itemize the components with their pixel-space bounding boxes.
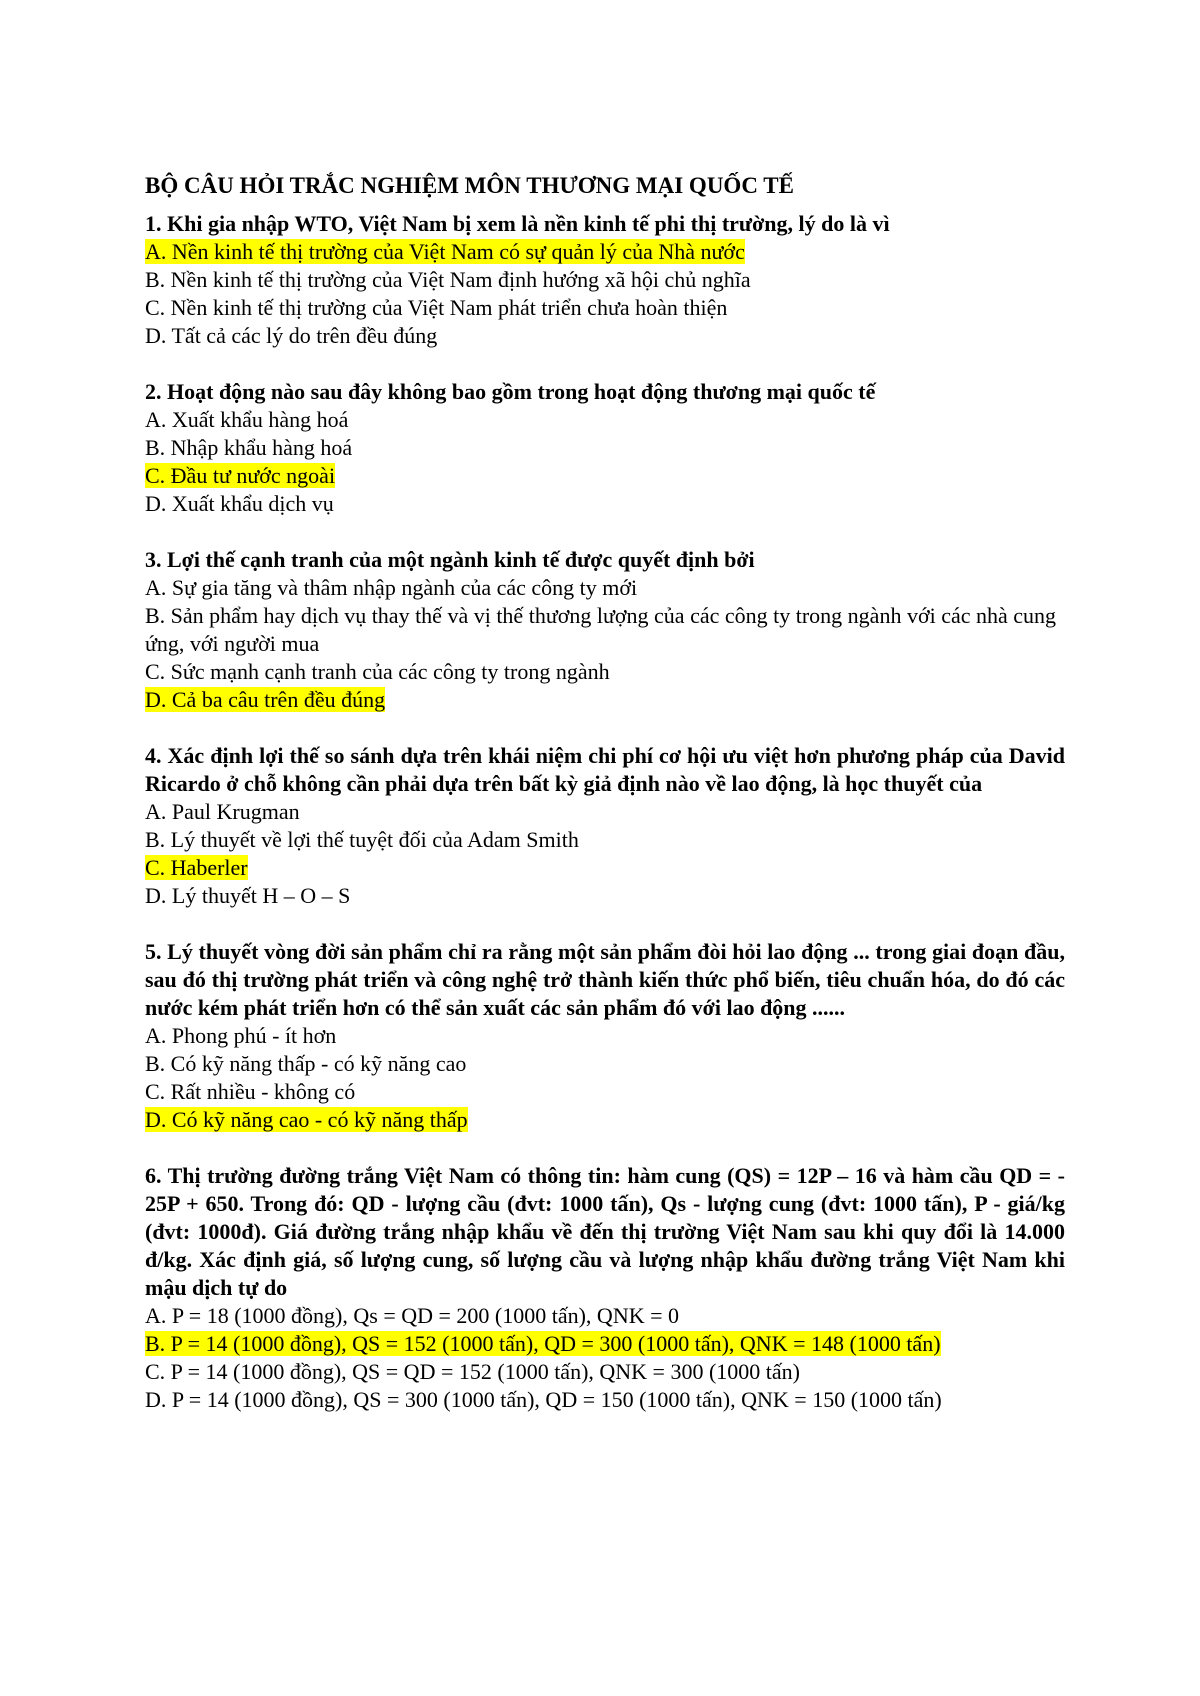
answer-option: [145, 882, 1065, 910]
answer-option-text: D. Lý thuyết H – O – S: [145, 883, 351, 908]
question-list: [145, 210, 1065, 1414]
highlighted-correct-answer: D. Cả ba câu trên đều đúng: [145, 687, 386, 712]
answer-option: [145, 1386, 1065, 1414]
answer-option-text: A. Xuất khẩu hàng hoá: [145, 407, 349, 432]
highlighted-correct-answer: C. Đầu tư nước ngoài: [145, 463, 336, 488]
answer-option: [145, 238, 1065, 266]
question-stem: 6. Thị trường đường trắng Việt Nam có thông tin: hàm cung (QS) = 12P – 16 và hàm cầu QD = - 25P + 650. Trong đó: QD - lượng cầu (đvt: 1000 tấn), Qs - lượng cung (đvt: 1000 tấn), P - giá/kg (đvt: 1000đ). Giá đường trắng nhập khẩu về đến thị trường Việt Nam sau khi quy đổi là 14.000 đ/kg. Xác định giá, số lượng cung, số lượng cầu và lượng nhập khẩu đường trắng Việt Nam khi mậu dịch tự do: [145, 1163, 1065, 1300]
answer-option: [145, 434, 1065, 462]
document-title: BỘ CÂU HỎI TRẮC NGHIỆM MÔN THƯƠNG MẠI QUỐC TẾ: [145, 173, 794, 198]
answer-option: [145, 798, 1065, 826]
answer-option-text: D. Xuất khẩu dịch vụ: [145, 491, 334, 516]
answer-option-text: A. P = 18 (1000 đồng), Qs = QD = 200 (1000 tấn), QNK = 0: [145, 1303, 680, 1328]
question-stem: 1. Khi gia nhập WTO, Việt Nam bị xem là nền kinh tế phi thị trường, lý do là vì: [145, 211, 890, 236]
answer-option: [145, 854, 1065, 882]
answer-option: [145, 658, 1065, 686]
answer-option: [145, 1106, 1065, 1134]
highlighted-correct-answer: A. Nền kinh tế thị trường của Việt Nam có sự quản lý của Nhà nước: [145, 239, 745, 264]
highlighted-correct-answer: C. Haberler: [145, 855, 248, 880]
answer-option-text: C. Sức mạnh cạnh tranh của các công ty trong ngành: [145, 659, 610, 684]
answer-option: [145, 490, 1065, 518]
question-2: [145, 378, 1065, 518]
answer-option: [145, 1302, 1065, 1330]
answer-option-text: A. Sự gia tăng và thâm nhập ngành của các công ty mới: [145, 575, 638, 600]
answer-option: [145, 1330, 1065, 1358]
question-3: [145, 546, 1065, 714]
question-1: [145, 210, 1065, 350]
answer-option: [145, 294, 1065, 322]
question-4: [145, 742, 1065, 910]
answer-option: [145, 574, 1065, 602]
answer-option: [145, 406, 1065, 434]
answer-option: [145, 266, 1065, 294]
answer-option-text: C. P = 14 (1000 đồng), QS = QD = 152 (1000 tấn), QNK = 300 (1000 tấn): [145, 1359, 800, 1384]
answer-option-text: A. Paul Krugman: [145, 799, 300, 824]
answer-option: [145, 1358, 1065, 1386]
answer-option-text: C. Nền kinh tế thị trường của Việt Nam phát triển chưa hoàn thiện: [145, 295, 728, 320]
answer-option-text: D. Tất cả các lý do trên đều đúng: [145, 323, 438, 348]
answer-option: [145, 1050, 1065, 1078]
answer-option-text: D. P = 14 (1000 đồng), QS = 300 (1000 tấn), QD = 150 (1000 tấn), QNK = 150 (1000 tấn): [145, 1387, 942, 1412]
answer-option: [145, 686, 1065, 714]
answer-option: [145, 1078, 1065, 1106]
answer-option-text: C. Rất nhiều - không có: [145, 1079, 356, 1104]
highlighted-correct-answer: D. Có kỹ năng cao - có kỹ năng thấp: [145, 1107, 468, 1132]
answer-option-text: B. Nhập khẩu hàng hoá: [145, 435, 353, 460]
document-body: [145, 172, 1065, 1442]
answer-option: [145, 1022, 1065, 1050]
question-stem: 5. Lý thuyết vòng đời sản phẩm chỉ ra rằng một sản phẩm đòi hỏi lao động ... trong giai đoạn đầu, sau đó thị trường phát triển và công nghệ trở thành kiến thức phổ biến, tiêu chuẩn hóa, do đó các nước kém phát triển hơn có thể sản xuất các sản phẩm đó với lao động ......: [145, 939, 1065, 1020]
answer-option: [145, 462, 1065, 490]
question-stem: 3. Lợi thế cạnh tranh của một ngành kinh tế được quyết định bởi: [145, 547, 755, 572]
answer-option-text: B. Lý thuyết về lợi thế tuyệt đối của Adam Smith: [145, 827, 579, 852]
question-stem: 2. Hoạt động nào sau đây không bao gồm trong hoạt động thương mại quốc tế: [145, 379, 876, 404]
question-6: [145, 1162, 1065, 1414]
answer-option-text: B. Nền kinh tế thị trường của Việt Nam định hướng xã hội chủ nghĩa: [145, 267, 751, 292]
answer-option: [145, 602, 1065, 658]
answer-option-text: A. Phong phú - ít hơn: [145, 1023, 337, 1048]
answer-option: [145, 322, 1065, 350]
question-stem: 4. Xác định lợi thế so sánh dựa trên khái niệm chi phí cơ hội ưu việt hơn phương pháp của David Ricardo ở chỗ không cần phải dựa trên bất kỳ giả định nào về lao động, là học thuyết của: [145, 743, 1065, 796]
highlighted-correct-answer: B. P = 14 (1000 đồng), QS = 152 (1000 tấn), QD = 300 (1000 tấn), QNK = 148 (1000 tấn): [145, 1331, 941, 1356]
answer-option: [145, 826, 1065, 854]
answer-option-text: B. Có kỹ năng thấp - có kỹ năng cao: [145, 1051, 467, 1076]
answer-option-text: B. Sản phẩm hay dịch vụ thay thế và vị thế thương lượng của các công ty trong ngành với các nhà cung ứng, với người mua: [145, 603, 1057, 656]
question-5: [145, 938, 1065, 1134]
